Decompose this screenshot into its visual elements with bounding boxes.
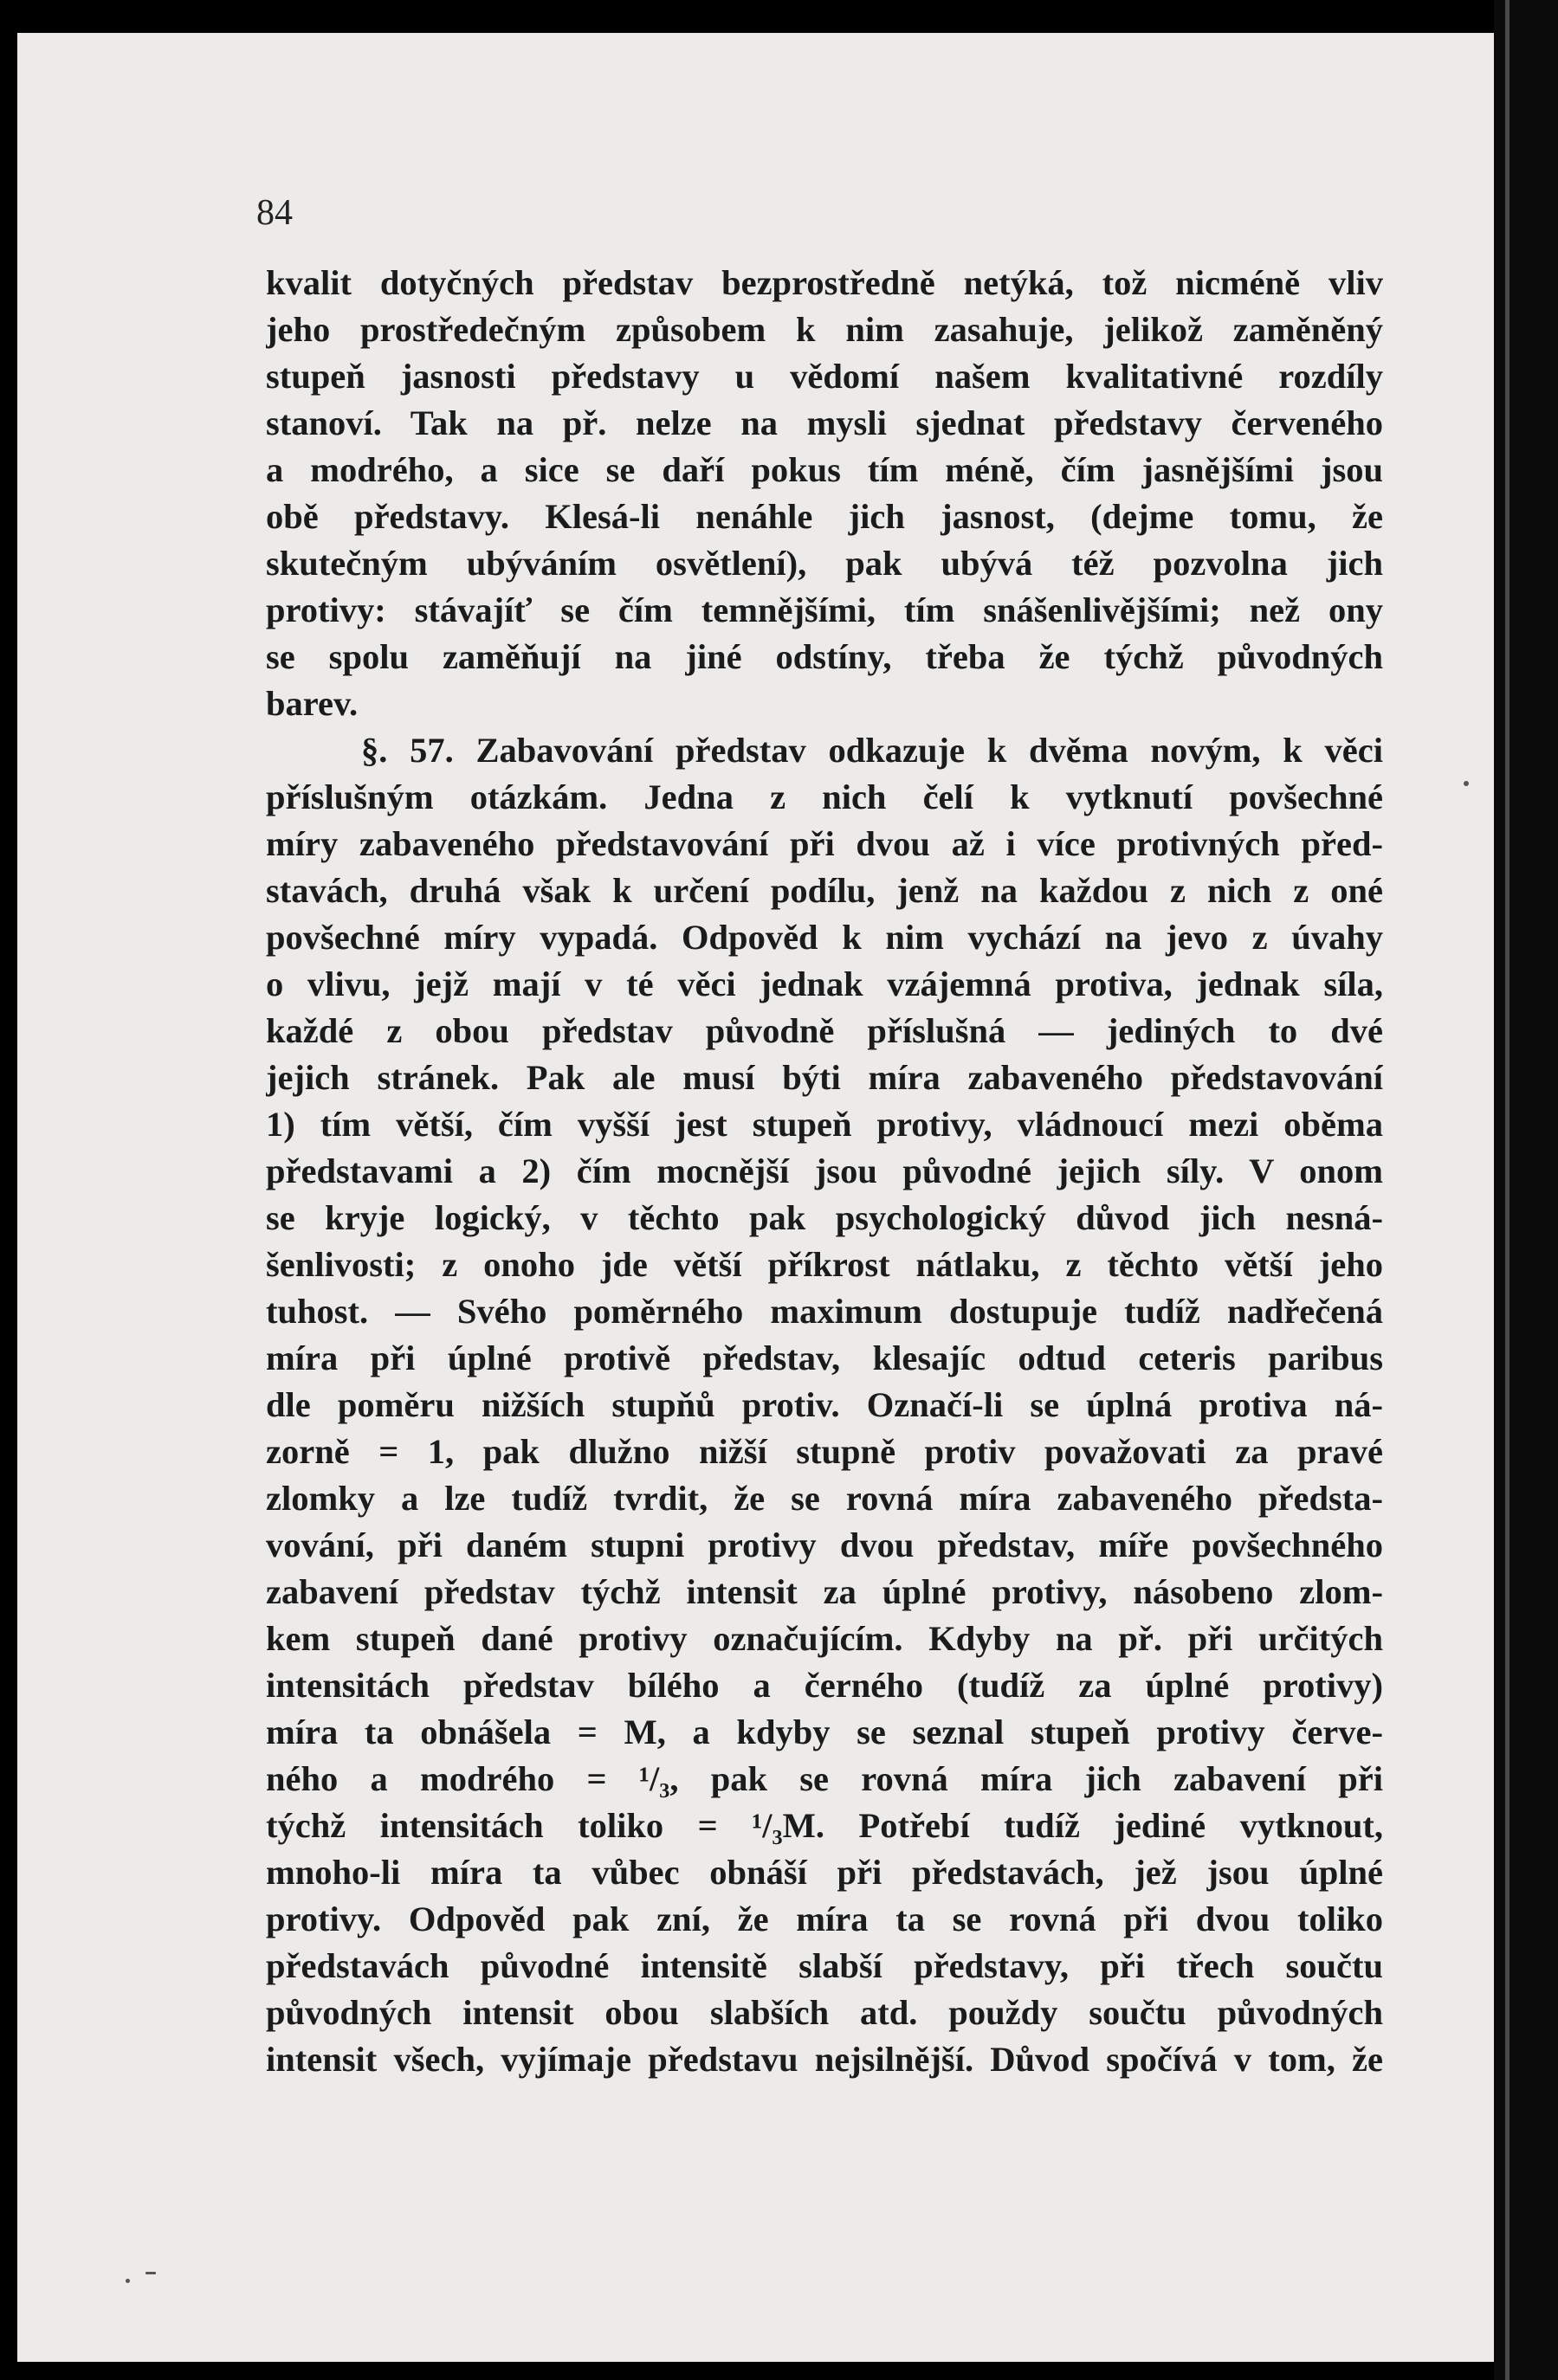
text-line-31: intensitách představ bílého a černého (tudíž za úplné protivy)	[266, 1666, 1383, 1705]
text-line-26: zorně = 1, pak dlužno nižší stupně protiv považovati za pravé	[266, 1432, 1383, 1471]
text-line-14: stavách, druhá však k určení podílu, jenž na každou z nich z oné	[266, 871, 1383, 910]
scan-speck	[145, 2272, 156, 2274]
text-line-18: jejich stránek. Pak ale musí býti míra zabaveného představování	[266, 1058, 1383, 1097]
text-line-12: příslušným otázkám. Jedna z nich čelí k vytknutí povšechné	[266, 777, 1383, 816]
text-line-21: se kryje logický, v těchto pak psychologický důvod jich nesná-	[266, 1198, 1383, 1237]
scan-speck	[126, 2279, 130, 2283]
text-line-27: zlomky a lze tudíž tvrdit, že se rovná míra zabaveného předsta-	[266, 1479, 1383, 1518]
text-line-25: dle poměru nižších stupňů protiv. Označí-li se úplná protiva ná-	[266, 1385, 1383, 1424]
text-line-15: povšechné míry vypadá. Odpověd k nim vychází na jevo z úvahy	[266, 918, 1383, 957]
scan-speck	[1464, 781, 1469, 786]
text-line-19: 1) tím větší, čím vyšší jest stupeň protivy, vládnoucí mezi oběma	[266, 1105, 1383, 1144]
text-line-7: skutečným ubýváním osvětlení), pak ubývá též pozvolna jich	[266, 544, 1383, 583]
text-line-38: původných intensit obou slabších atd. použdy součtu původných	[266, 1993, 1383, 2032]
text-line-10: barev.	[266, 684, 359, 723]
text-line-11: §. 57. Zabavování představ odkazuje k dvěma novým, k věci	[361, 731, 1383, 770]
text-line-3: stupeň jasnosti představy u vědomí našem kvalitativné rozdíly	[266, 357, 1383, 396]
text-line-37: představách původné intensitě slabší představy, při třech součtu	[266, 1946, 1383, 1985]
text-line-28: vování, při daném stupni protivy dvou představ, míře povšechného	[266, 1525, 1383, 1564]
page-number: 84	[256, 193, 293, 233]
text-line-35: mnoho-li míra ta vůbec obnáší při představách, jež jsou úplné	[266, 1853, 1383, 1892]
text-line-22: šenlivosti; z onoho jde větší příkrost nátlaku, z těchto větší jeho	[266, 1245, 1383, 1284]
text-line-36: protivy. Odpověd pak zní, že míra ta se rovná při dvou toliko	[266, 1899, 1383, 1938]
text-line-13: míry zabaveného představování při dvou až i více protivných před-	[266, 824, 1383, 863]
text-line-33: ného a modrého = ¹/₃, pak se rovná míra jich zabavení při	[266, 1759, 1383, 1798]
text-line-30: kem stupeň dané protivy označujícím. Kdyby na př. při určitých	[266, 1619, 1383, 1658]
text-line-39: intensit všech, vyjímaje představu nejsilnější. Důvod spočívá v tom, že	[266, 2040, 1383, 2079]
text-line-1: kvalit dotyčných představ bezprostředně netýká, tož nicméně vliv	[266, 263, 1383, 302]
text-line-9: se spolu zaměňují na jiné odstíny, třeba že týchž původných	[266, 637, 1383, 676]
text-line-23: tuhost. — Svého poměrného maximum dostupuje tudíž nadřečená	[266, 1292, 1383, 1331]
text-line-29: zabavení představ týchž intensit za úplné protivy, násobeno zlom-	[266, 1572, 1383, 1611]
body-text	[266, 260, 1383, 2083]
text-line-4: stanoví. Tak na př. nelze na mysli sjednat představy červeného	[266, 403, 1383, 442]
text-line-32: míra ta obnášela = M, a kdyby se seznal stupeň protivy červe-	[266, 1712, 1383, 1751]
text-line-17: každé z obou představ původně příslušná — jediných to dvé	[266, 1011, 1383, 1050]
text-line-2: jeho prostředečným způsobem k nim zasahuje, jelikož zaměněný	[266, 310, 1383, 349]
text-line-8: protivy: stávajíť se čím temnějšími, tím snášenlivějšími; než ony	[266, 590, 1383, 629]
text-line-6: obě představy. Klesá-li nenáhle jich jasnost, (dejme tomu, že	[266, 497, 1383, 536]
binding-edge-line	[1505, 0, 1510, 2380]
text-line-20: představami a 2) čím mocnější jsou původné jejich síly. V onom	[266, 1151, 1383, 1190]
text-line-24: míra při úplné protivě představ, klesajíc odtud ceteris paribus	[266, 1338, 1383, 1377]
page-binding-edge	[1494, 0, 1558, 2380]
text-line-16: o vlivu, jejž mají v té věci jednak vzájemná protiva, jednak síla,	[266, 964, 1383, 1003]
text-line-34: týchž intensitách toliko = ¹/₃M. Potřebí tudíž jediné vytknout,	[266, 1806, 1383, 1845]
text-line-5: a modrého, a sice se daří pokus tím méně, čím jasnějšími jsou	[266, 450, 1383, 489]
